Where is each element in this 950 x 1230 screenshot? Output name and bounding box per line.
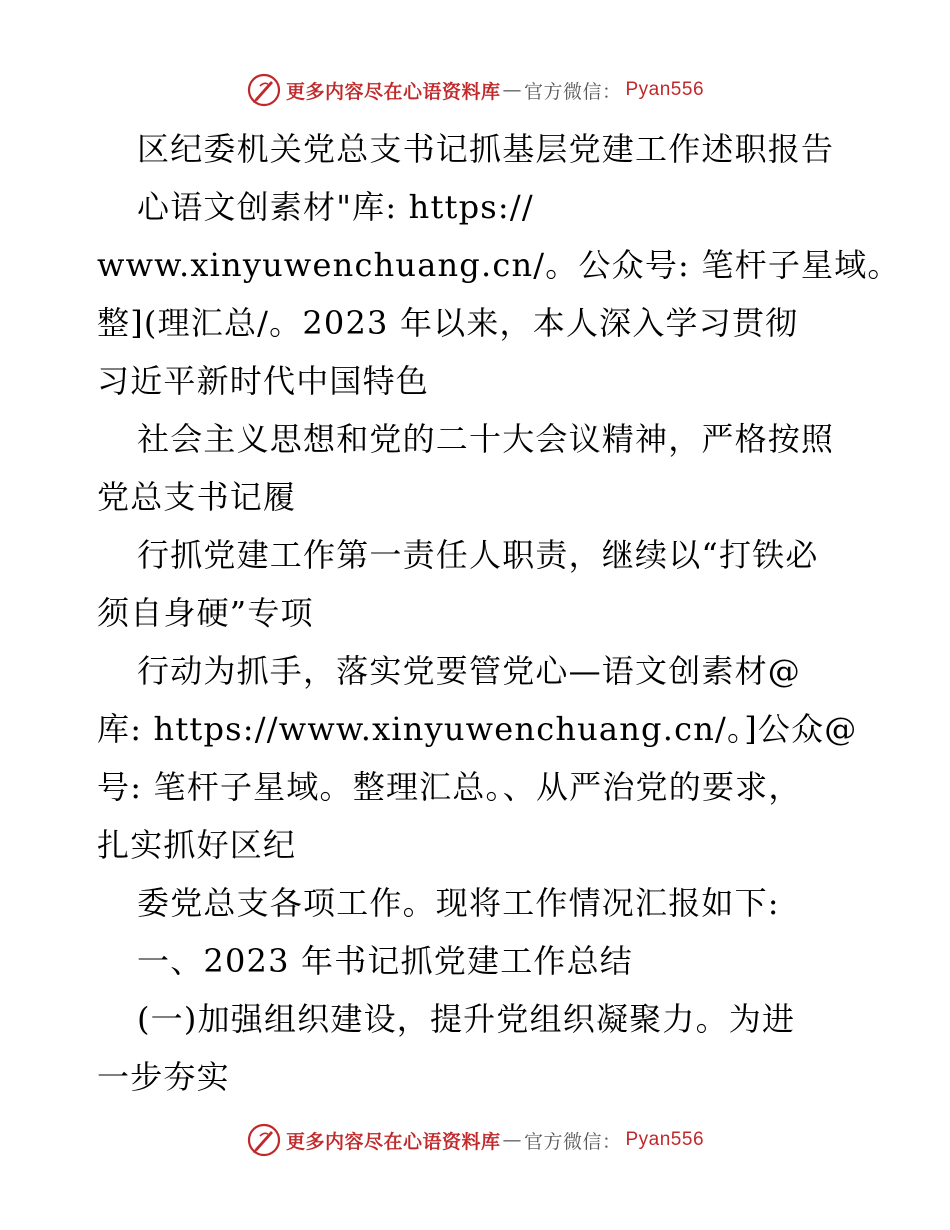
document-body [97, 120, 901, 1106]
banner-brand-text: 更多内容尽在心语资料库 [285, 1130, 501, 1153]
text-line: 号: 笔杆子星域。整理汇总。、从严治党的要求， [97, 768, 802, 806]
banner-wechat-label: 官方微信： [523, 80, 622, 103]
header-banner [0, 70, 950, 110]
text-line: 库: https://www.xinyuwenchuang.cn/。]公众@ [97, 710, 858, 748]
footer-banner [0, 1120, 950, 1160]
text-line: 扎实抓好区纪 [97, 826, 297, 864]
text-line: 习近平新时代中国特色 [97, 362, 430, 400]
quill-pen-logo-icon [246, 72, 282, 108]
text-line: www.xinyuwenchuang.cn/。公众号: 笔杆子星域。 [97, 246, 901, 284]
banner-separator: — [502, 79, 522, 101]
banner-separator: — [502, 1129, 522, 1151]
text-line: 须自身硬”专项 [97, 594, 314, 632]
text-line: 整](理汇总/。2023 年以来，本人深入学习贯彻 [97, 304, 799, 342]
banner-brand-text: 更多内容尽在心语资料库 [285, 80, 501, 103]
text-line: 委党总支各项工作。现将工作情况汇报如下: [137, 884, 780, 922]
text-line: 区纪委机关党总支书记抓基层党建工作述职报告 [137, 130, 835, 168]
text-line: 一、2023 年书记抓党建工作总结 [137, 942, 634, 980]
banner-wechat-account: Pyan556 [625, 1129, 705, 1150]
text-line: 行动为抓手，落实党要管党心—语文创素材@ [137, 652, 802, 690]
quill-pen-logo-icon [246, 1122, 282, 1158]
text-line: 行抓党建工作第一责任人职责，继续以“打铁必 [137, 536, 819, 574]
text-line: 社会主义思想和党的二十大会议精神，严格按照 [137, 420, 835, 458]
text-line: 党总支书记履 [97, 478, 297, 516]
text-line: 心语文创素材"库: https:// [137, 188, 534, 226]
banner-wechat-label: 官方微信： [523, 1130, 622, 1153]
banner-wechat-account: Pyan556 [625, 79, 705, 100]
text-line: 一步夯实 [97, 1058, 230, 1096]
text-line: (一)加强组织建设，提升党组织凝聚力。为进 [137, 1000, 796, 1038]
